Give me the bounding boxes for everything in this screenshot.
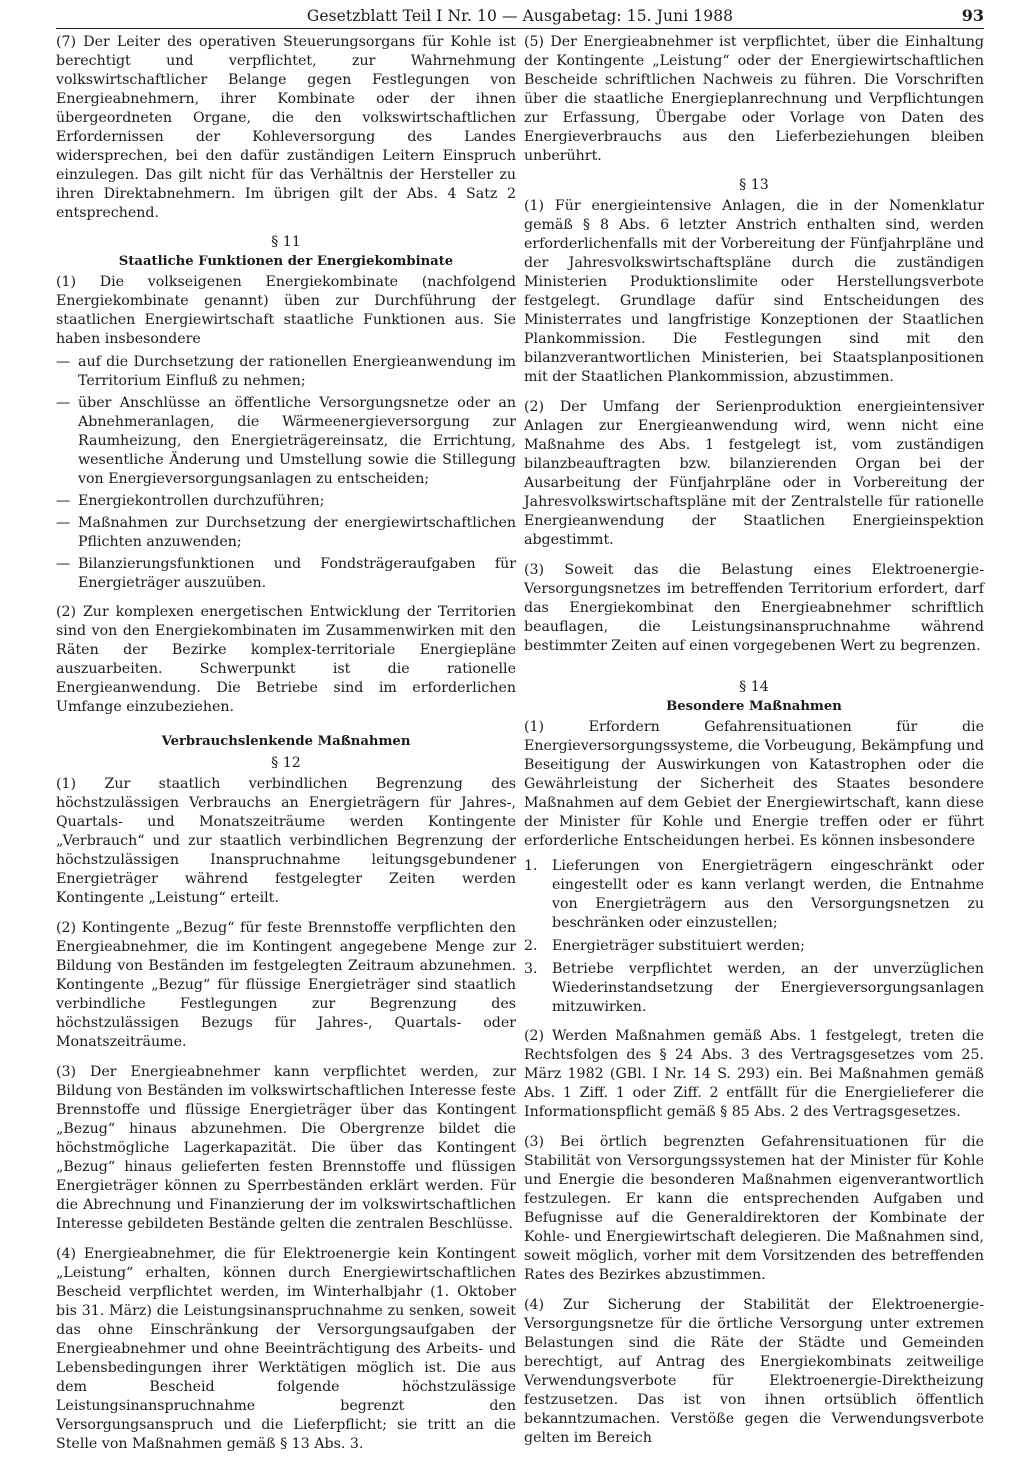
list-item: — über Anschlüsse an öffentliche Versorgungsnetze oder an Abnehmeranlagen, die Wärmeenergieversorgung zur Raumheizung, den Energieträgereinsatz, die Errichtung, wesentliche Änderung und Umstellung sowie die Stillegung von Energieversorgungsanlagen zu entscheiden; <box>56 394 516 489</box>
list-item-text: Betriebe verpflichtet werden, an der unverzüglichen Wiederinstandsetzung der Energieversorgungsanlagen mitzuwirken. <box>552 961 984 1015</box>
paragraph-12-4: (4) Energieabnehmer, die für Elektroenergie kein Kontingent „Leistung“ erhalten, können durch Energiewirtschaftlichen Bescheid verpflichtet werden, im Winterhalbjahr (1. Oktober bis 31. März) die Leistungsinanspruchnahme zu senken, soweit das ohne Einschränkung der Versorgungsaufgaben der Energieabnehmer und ohne Beeinträchtigung des Arbeits- und Lebensbedingungen ihrer Werktätigen möglich ist. Die aus dem Bescheid folgende höchstzulässige Leistungsinanspruchnahme begrenzt den Versorgungsanspruch und die Lieferpflicht; sie tritt an die Stelle von Maßnahmen gemäß § 13 Abs. 3. <box>56 1246 516 1452</box>
paragraph-13-3: (3) Soweit das die Belastung eines Elektroenergie-Versorgungsnetzes im betreffenden Territorium erfordert, darf das Energiekombinat den Energieabnehmer schriftlich beauflagen, die Leistungsinanspruchnahme während bestimmter Zeiten auf einen vorgegebenen Wert zu begrenzen. <box>524 562 984 654</box>
list-item: — auf die Durchsetzung der rationellen Energieanwendung im Territorium Einfluß zu nehmen; <box>56 353 516 391</box>
paragraph-12-5: (5) Der Energieabnehmer ist verpflichtet, über die Einhaltung der Kontingente „Leistung“ oder der Energiewirtschaftlichen Bescheide schriftlichen Nachweis zu führen. Die Vorschriften über die staatliche Energieplanrechnung und Verpflichtungen zur Erfassung, Übergabe oder Vorlage von Daten des Energieverbrauchs aus den Lieferbeziehungen bleiben unberührt. <box>524 34 984 164</box>
section-11-number: § 11 <box>271 234 301 250</box>
section-12-number: § 12 <box>271 755 301 771</box>
paragraph-14-3: (3) Bei örtlich begrenzten Gefahrensituationen für die Stabilität von Versorgungssystemen hat der Minister für Kohle und Energie die besonderen Maßnahmen eigenverantwortlich festzulegen. Er kann die entsprechenden Aufgaben und Befugnisse auf die Generaldirektoren der Kombinate der Kohle- und Energiewirtschaft delegieren. Die Maßnahmen sind, soweit möglich, vorher mit dem Vorsitzenden des betreffenden Rates des Bezirkes abzustimmen. <box>524 1134 984 1283</box>
text-columns <box>56 33 984 1465</box>
list-item-number: 2. <box>524 938 538 954</box>
section-13-number: § 13 <box>739 177 769 193</box>
left-column <box>56 33 516 1465</box>
paragraph-14-1: (1) Erfordern Gefahrensituationen für die Energieversorgungssysteme, die Vorbeugung, Bekämpfung und Beseitigung der Auswirkungen von Katastrophen oder die Gewährleistung der Sicherheit des Staates besondere Maßnahmen auf dem Gebiet der Energiewirtschaft, kann diese der Minister für Kohle und Energie treffen oder er führt erforderliche Entscheidungen herbei. Es können insbesondere <box>524 719 984 849</box>
paragraph-12-2: (2) Kontingente „Bezug“ für feste Brennstoffe verpflichten den Energieabnehmer, die im Kontingent angegebene Menge zur Bildung von Beständen im festgelegten Zeitraum abzunehmen. Kontingente „Bezug“ für flüssige Energieträger sind staatlich verbindliche Festlegungen zur Begrenzung des höchstzulässigen Bezugs für Jahres-, Quartals- oder Monatszeiträume. <box>56 920 516 1050</box>
section-12-title: Verbrauchslenkende Maßnahmen <box>161 734 411 749</box>
section-14-title: Besondere Maßnahmen <box>666 699 842 714</box>
list-item <box>524 857 984 933</box>
list-item: — Bilanzierungsfunktionen und Fondsträgeraufgaben für Energieträger auszuüben. <box>56 555 516 593</box>
gazette-title: Gesetzblatt Teil I Nr. 10 — Ausgabetag: 15. Juni 1988 <box>306 7 734 25</box>
paragraph-14-4: (4) Zur Sicherung der Stabilität der Elektroenergie-Versorgungsnetze für die örtliche Versorgung unter extremen Belastungen sind die Räte der Städte und Gemeinden berechtigt, auf Antrag des Energiekombinats zeitweilige Verwendungsverbote für Elektroenergie-Direktheizung festzusetzen. Das ist von ihnen ortsüblich öffentlich bekanntzumachen. Verstöße gegen die Verwendungsverbote gelten im Bereich <box>524 1297 984 1446</box>
paragraph-11-2: (2) Zur komplexen energetischen Entwicklung der Territorien sind von den Energiekombinaten im Zusammenwirken mit den Räten der Bezirke komplex-territoriale Energiepläne auszuarbeiten. Schwerpunkt ist die rationelle Energieanwendung. Die Betriebe sind im erforderlichen Umfange einzubeziehen. <box>56 604 516 715</box>
list-item: — Energiekontrollen durchzuführen; <box>56 492 516 511</box>
paragraph-10-7: (7) Der Leiter des operativen Steuerungsorgans für Kohle ist berechtigt und verpflichtet, zur Wahrnehmung volkswirtschaftlicher Belange gegen Festlegungen von Energieabnehmern, ihrer Kombinate oder der ihnen übergeordneten Organe, die den volkswirtschaftlichen Erfordernissen der Kohleversorgung des Landes widersprechen, bei den dafür zuständigen Leitern Einspruch einzulegen. Das gilt nicht für das Verhältnis der Hersteller zu ihren Direktabnehmern. Im übrigen gilt der Abs. 4 Satz 2 entsprechend. <box>56 34 516 221</box>
paragraph-13-1: (1) Für energieintensive Anlagen, die in der Nomenklatur gemäß § 8 Abs. 6 letzter Anstrich enthalten sind, werden erforderlichenfalls mit der Vorbereitung der Fünfjahrpläne und der Jahresvolkswirtschaftspläne durch die zuständigen Ministerien Produktionslimite oder Herstellungsverbote festgelegt. Grundlage dafür sind Entscheidungen des Ministerrates und langfristige Konzeptionen der Staatlichen Plankommission. Die Festlegungen sind mit den bilanzverantwortlichen Ministerien, bei Staatsplanpositionen mit der Staatlichen Plankommission, abzustimmen. <box>524 198 984 385</box>
list-item-text: Energieträger substituiert werden; <box>552 938 805 954</box>
paragraph-12-1: (1) Zur staatlich verbindlichen Begrenzung des höchstzulässigen Verbrauchs an Energieträgern für Jahres-, Quartals- und Monatszeiträume werden Kontingente „Verbrauch“ und zur staatlich verbindlichen Begrenzung der höchstzulässigen Inanspruchnahme leitungsgebundener Energieträger während festgelegter Zeiten werden Kontingente „Leistung“ erteilt. <box>56 776 516 906</box>
section-11-dash-list <box>56 353 516 593</box>
list-item: — Maßnahmen zur Durchsetzung der energiewirtschaftlichen Pflichten anzuwenden; <box>56 514 516 552</box>
paragraph-13-2: (2) Der Umfang der Serienproduktion energieintensiver Anlagen zur Energieanwendung wird, wenn nicht eine Maßnahme des Abs. 1 festgelegt ist, vom zuständigen bilanzbeauftragten bzw. bilanzierenden Organ bei der Ausarbeitung der Fünfjahrpläne oder in Vorbereitung der Jahresvolkswirtschaftspläne mit der Zentralstelle für rationelle Energieanwendung der Staatlichen Energieinspektion abgestimmt. <box>524 399 984 548</box>
page-header <box>56 6 984 29</box>
section-14-number: § 14 <box>739 679 769 695</box>
page-number: 93 <box>961 6 984 25</box>
paragraph-12-3: (3) Der Energieabnehmer kann verpflichtet werden, zur Bildung von Beständen im volkswirtschaftlichen Interesse feste Brennstoffe und flüssige Energieträger über das Kontingent „Bezug“ hinaus abzunehmen. Die Obergrenze bildet die höchstmögliche Lagerkapazität. Die über das Kontingent „Bezug“ hinaus gelieferten festen Brennstoffe und flüssigen Energieträger können zu Sperrbeständen erklärt werden. Für die Abrechnung und Finanzierung der im volkswirtschaftlichen Interesse gebildeten Bestände gelten die zentralen Beschlüsse. <box>56 1064 516 1232</box>
right-column <box>524 33 984 1465</box>
paragraph-11-1: (1) Die volkseigenen Energiekombinate (nachfolgend Energiekombinate genannt) üben zur Durchführung der staatlichen Energiewirtschaft staatliche Funktionen aus. Sie haben insbesondere <box>56 274 516 347</box>
list-item <box>524 937 984 956</box>
list-item-text: Lieferungen von Energieträgern eingeschränkt oder eingestellt oder es kann verlangt werden, die Entnahme von Energieträgern aus den Versorgungsnetzen zu beschränken oder einzustellen; <box>552 858 984 931</box>
section-14-numbered-list <box>524 857 984 1017</box>
paragraph-14-2: (2) Werden Maßnahmen gemäß Abs. 1 festgelegt, treten die Rechtsfolgen des § 24 Abs. 3 des Vertragsgesetzes vom 25. März 1982 (GBl. I Nr. 14 S. 293) ein. Bei Maßnahmen gemäß Abs. 1 Ziff. 1 oder Ziff. 2 entfällt für die Energielieferer die Informationspflicht gemäß § 85 Abs. 2 des Vertragsgesetzes. <box>524 1028 984 1120</box>
list-item-number: 3. <box>524 961 538 977</box>
list-item <box>524 960 984 1017</box>
section-11-title: Staatliche Funktionen der Energiekombinate <box>118 254 454 269</box>
list-item-number: 1. <box>524 858 538 874</box>
